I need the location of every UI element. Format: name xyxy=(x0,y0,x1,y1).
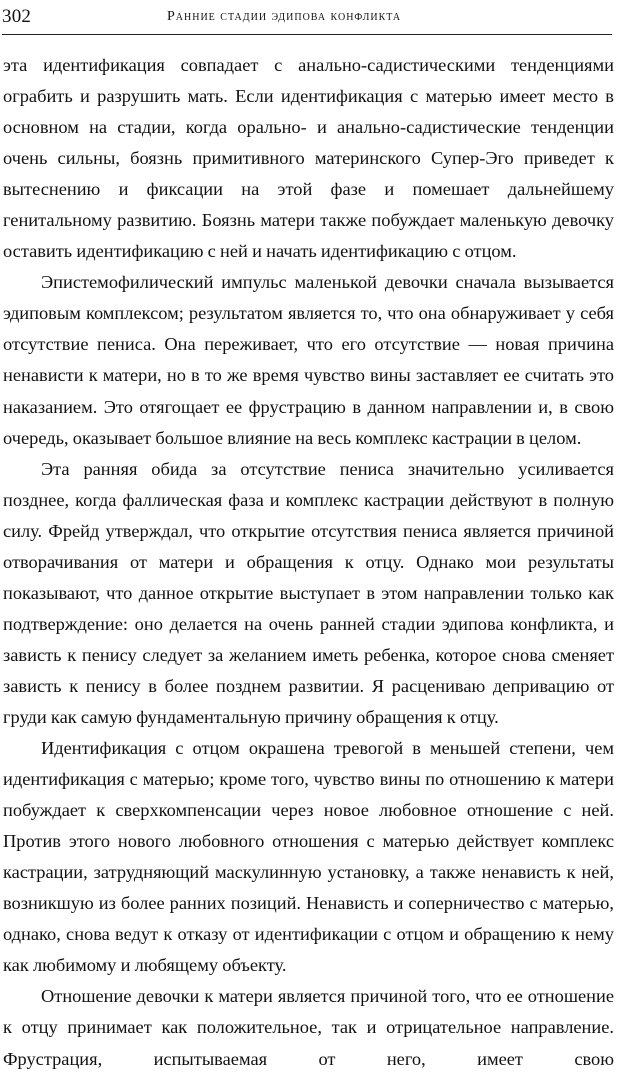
paragraph: Эта ранняя обида за отсутствие пениса значительно усиливается позднее, когда фаллическая фаза и комплекс кастрации действуют в полную силу. Фрейд утверждал, что открытие отсутствия пениса является причиной отворачивания от матери и обращения к отцу. Однако мои результаты показывают, что данное открытие выступает в этом направлении только как подтверждение: оно делается на очень ранней стадии эдипова конфликта, и зависть к пенису следует за желанием иметь ребенка, которое снова сменяет зависть к пенису в более позднем развитии. Я расцениваю депривацию от груди как самую фундаментальную причину обращения к отцу. xyxy=(3,458,614,727)
paragraph: Отношение девочки к матери является причиной того, что ее отношение к отцу принимает как положительное, так и отрицательное направление. Фрустрация, испытываемая от него, имеет свою xyxy=(3,986,614,1069)
paragraph: Идентификация с отцом окрашена тревогой в меньшей степени, чем идентификация с матерью; кроме того, чувство вины по отношению к матери побуждает к сверхкомпенсации через новое любовное отношение с ней. Против этого нового любовного отношения с матерью действует комплекс кастрации, затрудняющий маскулинную установку, а также ненависть к ней, возникшую из более ранних позиций. Ненависть и соперничество с матерью, однако, снова ведут к отказу от идентификации с отцом и обращению к нему как любимому и любящему объекту. xyxy=(3,738,614,976)
page-header xyxy=(2,4,612,35)
paragraph: Эпистемофилический импульс маленькой девочки сначала вызывается эдиповым комплексом; результатом является то, что она обнаруживает у себя отсутствие пениса. Она переживает, что его отсутствие — новая причина ненависти к матери, но в то же время чувство вины заставляет ее считать это наказанием. Это отягощает ее фрустрацию в данном направлении и, в свою очередь, оказывает большое влияние на весь комплекс кастрации в целом. xyxy=(3,272,614,448)
paragraph: эта идентификация совпадает с анально-садистическими тенденциями ограбить и разрушить мать. Если идентификация с матерью имеет место в основном на стадии, когда орально- и анально-садистические тенденции очень сильны, боязнь примитивного материнского Супер-Эго приведет к вытеснению и фиксации на этой фазе и помешает дальнейшему генитальному развитию. Боязнь матери также побуждает маленькую девочку оставить идентификацию с ней и начать идентификацию с отцом. xyxy=(3,55,614,262)
running-title: Ранние стадии эдипова конфликта xyxy=(167,9,402,24)
page-number: 302 xyxy=(2,6,32,27)
body-text xyxy=(3,50,614,1075)
